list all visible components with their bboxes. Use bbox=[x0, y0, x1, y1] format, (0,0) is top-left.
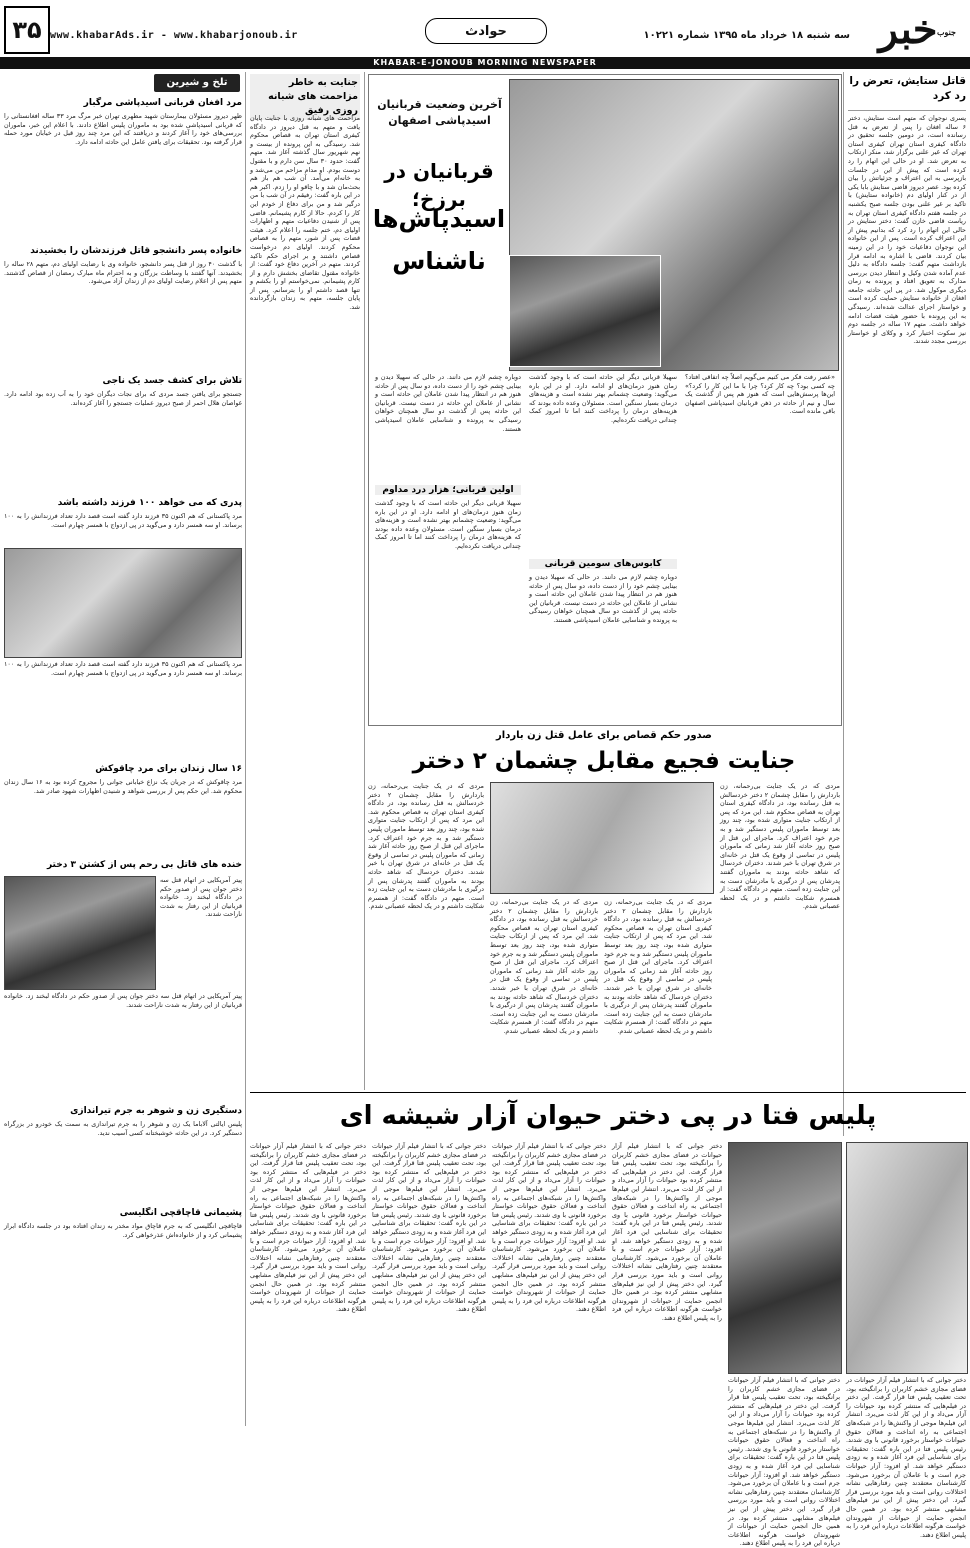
section-label: حوادث bbox=[425, 18, 547, 44]
story-kicker: آخرین وضعیت قربانیان اسیدپاشی اصفهان bbox=[377, 98, 502, 127]
brief-title: خانواده پسر دانشجو قاتل فرزندشان را بخشیدند bbox=[30, 246, 242, 256]
headline-line-1: قربانیان در برزخ؛ bbox=[384, 159, 494, 211]
animal-photo bbox=[728, 1142, 842, 1374]
divider bbox=[364, 72, 365, 1090]
crime-column-1: مردی که در یک جنایت بی‌رحمانه، زن باردارش را مقابل چشمان ۲ دختر خردسالش به قتل رسانده بود، در دادگاه کیفری استان تهران به قصاص محکوم شد. این مرد که پس از ارتکاب جنایت متواری شده بود، چند روز بعد توسط ماموران پلیس دستگیر شد و به جرم خود اعتراف کرد. ماجرای این قتل از صبح روز حادثه آغاز شد زمانی که ماموران پلیس در تماسی از وقوع یک قتل در خانه‌ای در شرق تهران با خبر شدند. دختران خردسال که شاهد حادثه بودند به ماموران گفتند پدرشان پس از درگیری با مادرشان دست به این جنایت زده است. متهم در دادگاه گفت: از همسرم شکایت داشتم و در یک لحظه عصبانی شدم. bbox=[720, 782, 840, 911]
briefs-column bbox=[4, 74, 242, 1424]
crime-headline: جنایت فجیع مقابل چشمان ۲ دختر bbox=[412, 748, 796, 774]
story-column-1-cont: سهیلا قربانی دیگر این حادثه است که با وجود گذشت زمان هنوز درمان‌های او ادامه دارد. او در این باره می‌گوید: وضعیت چشمانم بهتر نشده است و هزینه‌های درمان بسیار سنگین است. مسئولان وعده داده بودند که هزینه‌های درمان را پرداخت کنند اما تا امروز کمک چندانی دریافت نکرده‌ایم. bbox=[375, 499, 521, 550]
brief-body: مرد چاقوکش که در جریان یک نزاع خیابانی جوانی را مجروح کرده بود به ۱۶ سال زندان محکوم شد. این حکم پس از بررسی شواهد و شنیدن اظهارات شهود صادر شد. bbox=[4, 778, 242, 795]
story-column-3: «عصر رفت فکر می کنیم می‌گویم اصلاً چه اتفاقی افتاد؟ چه کسی بود؟ چه کار کرد؟ چرا با ما این کار را کرد؟» این‌ها پرسش‌هایی است که هنوز هم پس از گذشت یک سال و نیم از حادثه در ذهن قربانیان اسیدپاشی اصفهان باقی مانده است. bbox=[685, 373, 835, 416]
story-column-2-cont: دوباره چشم لازم می دانند. در حالی که سهیلا دیدن و بینایی چشم خود را از دست داده، دو سال پس از حادثه هنوز هم در انتظار پیدا شدن عاملان این حادثه است و نشانی از عاملان این حادثه در دست نیست. قربانیان این حادثه پس از گذشت دو سال همچنان خواهان رسیدگی به پرونده و شناسایی عاملان اسیدپاشی هستند. bbox=[529, 573, 677, 624]
newspaper-logo bbox=[852, 4, 964, 56]
column-2 bbox=[250, 74, 360, 1089]
police-column-2: دختر جوانی که با انتشار فیلم آزار حیوانات در فضای مجازی خشم کاربران را برانگیخته بود، تحت تعقیب پلیس فتا قرار گرفت. این دختر در فیلم‌هایی که منتشر کرده بود حیوانات را آزار می‌داد و از این کار لذت می‌برد. انتشار این فیلم‌ها موجی از واکنش‌ها را در شبکه‌های اجتماعی به راه انداخت و فعالان حقوق حیوانات خواستار برخورد قانونی با وی شدند. رئیس پلیس فتا در این باره گفت: تحقیقات برای شناسایی این فرد آغاز شده و به زودی دستگیر خواهد شد. او افزود: آزار حیوانات جرم است و با عاملان آن برخورد می‌شود. کارشناسان معتقدند چنین رفتارهایی نشانه اختلالات روانی است و باید مورد بررسی قرار گیرد. این دختر پیش از این نیز فیلم‌های مشابهی منتشر کرده بود. در همین حال انجمن حمایت از حیوانات از شهروندان خواست هرگونه اطلاعات درباره این فرد را به پلیس اطلاع دهند. bbox=[492, 1142, 606, 1314]
crime-column-3: مردی که در یک جنایت بی‌رحمانه، زن باردارش را مقابل چشمان ۲ دختر خردسالش به قتل رسانده بود، در دادگاه کیفری استان تهران به قصاص محکوم شد. این مرد که پس از ارتکاب جنایت متواری شده بود، چند روز بعد توسط ماموران پلیس دستگیر شد و به جرم خود اعتراف کرد. ماجرای این قتل از صبح روز حادثه آغاز شد زمانی که ماموران پلیس در تماسی از وقوع یک قتل در خانه‌ای در شرق تهران با خبر شدند. دختران خردسال که شاهد حادثه بودند به ماموران گفتند پدرشان پس از درگیری با مادرشان دست به این جنایت زده است. متهم در دادگاه گفت: از همسرم شکایت داشتم و در یک لحظه عصبانی شدم. bbox=[490, 898, 598, 1035]
brief-body: مرد پاکستانی که هم اکنون ۳۵ فرزند دارد گفته است قصد دارد تعداد فرزندانش را به ۱۰۰ برساند. او سه همسر دارد و می‌گوید در پی ازدواج با همسر چهارم است. bbox=[4, 512, 242, 529]
girl-photo-blurred bbox=[846, 1142, 968, 1374]
divider bbox=[250, 1092, 966, 1093]
story-column-2: سهیلا قربانی دیگر این حادثه است که با وجود گذشت زمان هنوز درمان‌های او ادامه دارد. او در این باره می‌گوید: وضعیت چشمانم بهتر نشده است و هزینه‌های درمان بسیار سنگین است. مسئولان وعده داده بودند که هزینه‌های درمان را پرداخت کنند اما تا امروز کمک چندانی دریافت نکرده‌ایم. bbox=[529, 373, 677, 424]
logo-subtext: جنوب bbox=[936, 27, 956, 37]
headline-line-3: ناشناس bbox=[392, 247, 486, 275]
brief-body: ظهر دیروز مسئولان بیمارستان شهید مطهری تهران خبر مرگ مرد ۳۳ ساله افغانستانی را که قربانی اسیدپاشی شده بود به ماموران پلیس اطلاع دادند. با اعلام این خبر، ماموران بررسی‌های خود را آغاز کردند و دریافتند که این مرد چند روز قبل در خیابان مورد حمله قرار گرفته بود. تحقیقات برای یافتن عامل این حادثه ادامه دارد. bbox=[4, 112, 243, 146]
brief-title: دستگیری زن و شوهر به جرم تیراندازی bbox=[70, 1106, 242, 1116]
crime-story bbox=[368, 730, 840, 1080]
police-column-4: دختر جوانی که با انتشار فیلم آزار حیوانات در فضای مجازی خشم کاربران را برانگیخته بود، تحت تعقیب پلیس فتا قرار گرفت. این دختر در فیلم‌هایی که منتشر کرده بود حیوانات را آزار می‌داد و از این کار لذت می‌برد. انتشار این فیلم‌ها موجی از واکنش‌ها را در شبکه‌های اجتماعی به راه انداخت و فعالان حقوق حیوانات خواستار برخورد قانونی با وی شدند. رئیس پلیس فتا در این باره گفت: تحقیقات برای شناسایی این فرد آغاز شده و به زودی دستگیر خواهد شد. او افزود: آزار حیوانات جرم است و با عاملان آن برخورد می‌شود. کارشناسان معتقدند چنین رفتارهایی نشانه اختلالات روانی است و باید مورد بررسی قرار گیرد. این دختر پیش از این نیز فیلم‌های مشابهی منتشر کرده بود. در همین حال انجمن حمایت از حیوانات از شهروندان خواست هرگونه اطلاعات درباره این فرد را به پلیس اطلاع دهند. bbox=[250, 1142, 366, 1314]
police-column-photo-caption: دختر جوانی که با انتشار فیلم آزار حیوانات در فضای مجازی خشم کاربران را برانگیخته بود، تحت تعقیب پلیس فتا قرار گرفت. این دختر در فیلم‌هایی که منتشر کرده بود حیوانات را آزار می‌داد و از این کار لذت می‌برد. انتشار این فیلم‌ها موجی از واکنش‌ها را در شبکه‌های اجتماعی به راه انداخت و فعالان حقوق حیوانات خواستار برخورد قانونی با وی شدند. رئیس پلیس فتا در این باره گفت: تحقیقات برای شناسایی این فرد آغاز شده و به زودی دستگیر خواهد شد. او افزود: آزار حیوانات جرم است و با عاملان آن برخورد می‌شود. کارشناسان معتقدند چنین رفتارهایی نشانه اختلالات روانی است و باید مورد بررسی قرار گیرد. این دختر پیش از این نیز فیلم‌های مشابهی منتشر کرده بود. در همین حال انجمن حمایت از حیوانات از شهروندان خواست هرگونه اطلاعات درباره این فرد را به پلیس اطلاع دهند. bbox=[846, 1376, 966, 1539]
police-story bbox=[250, 1096, 966, 1548]
brief-title: پدری که می خواهد ۱۰۰ فرزند داشته باشد bbox=[57, 498, 242, 508]
brief-body: جستجو برای یافتن جسد مردی که برای نجات دیگران خود را به آب زده بود ادامه دارد. غواصان هلال احمر از صبح دیروز عملیات جستجو را آغاز کرده‌اند. bbox=[4, 390, 242, 407]
website-urls[interactable]: www.khabarAds.ir - www.khabarjonoub.ir bbox=[50, 30, 298, 41]
divider bbox=[843, 72, 844, 1136]
portrait-photo bbox=[509, 255, 661, 367]
dateline: سه شنبه ۱۸ خرداد ماه ۱۳۹۵ شماره ۱۰۲۲۱ bbox=[643, 30, 850, 41]
brief-body: با گذشت ۴۰ روز از قتل پسر دانشجو، خانواده وی با رضایت اولیای دم، متهم ۲۸ ساله را بخشیدند. آنها گفتند با وساطت بزرگان و به احترام ماه مبارک رمضان از قصاص گذشتند. متهم پس از اعلام رضایت اولیای دم از زندان آزاد می‌شود. bbox=[4, 260, 242, 286]
right-column-body: پسری نوجوان که متهم است ستایش، دختر ۶ ساله افغان را پس از تعرض به قتل رسانده است، در دومین جلسه تحقیق در دادگاه کیفری استان تهران کیفری استان تهران که غیر علنی برگزار شد، منکر ارتکاب به تعرض شد. او در حالی این اتهام را رد کرده است که پیش از این در جلسات بازپرسی به این اعتراف و جزئیاتش را بیان کرده بود. عصر دیروز قاضی ستایش بابا یکی از در کنار اولیای دم (خانواده ستایش) با تاکید بر غیر علنی بودن جلسه صبح یکشنبه در جلسه هفتم دادگاه کیفری استان تهران به ریاست قاضی خازن گفت: دختر ستایش در حالی این اتهام را رد کرد که بدانیم پیش از این اعتراف کرده است. پس از این خانواده این نوجوان دفاعیات خود را در این زمینه بیان کردند. قاضی با اشاره به ادامه قرار بازداشت متهم گفت: جلسه دادگاه به دلیل عدم آماده شدن وکیل و انتظار دیدن بررسی مدارک به تعویق افتاد و پرونده به زمان دیگری موکول شد. در پی این حادثه جامعه افغان از خانواده ستایش حمایت کرده است و خواستار اجرای عدالت شده‌اند. رسیدگی به این پرونده با حضور هیئت قضات ادامه خواهد داشت. متهم ۱۷ ساله در جلسه دوم نیز سکوت اختیار کرد و وکلای او خواستار بررسی مجدد شدند. bbox=[848, 114, 966, 346]
main-story bbox=[368, 74, 842, 726]
subhead-third-victim: کابوس‌های سومین قربانی bbox=[529, 559, 677, 569]
police-column-3: دختر جوانی که با انتشار فیلم آزار حیوانات در فضای مجازی خشم کاربران را برانگیخته بود، تحت تعقیب پلیس فتا قرار گرفت. این دختر در فیلم‌هایی که منتشر کرده بود حیوانات را آزار می‌داد و از این کار لذت می‌برد. انتشار این فیلم‌ها موجی از واکنش‌ها را در شبکه‌های اجتماعی به راه انداخت و فعالان حقوق حیوانات خواستار برخورد قانونی با وی شدند. رئیس پلیس فتا در این باره گفت: تحقیقات برای شناسایی این فرد آغاز شده و به زودی دستگیر خواهد شد. او افزود: آزار حیوانات جرم است و با عاملان آن برخورد می‌شود. کارشناسان معتقدند چنین رفتارهایی نشانه اختلالات روانی است و باید مورد بررسی قرار گیرد. این دختر پیش از این نیز فیلم‌های مشابهی منتشر کرده بود. در همین حال انجمن حمایت از حیوانات از شهروندان خواست هرگونه اطلاعات درباره این فرد را به پلیس اطلاع دهند. bbox=[372, 1142, 486, 1314]
divider bbox=[848, 110, 966, 111]
divider bbox=[245, 72, 246, 1426]
brief-body-cont: مرد پاکستانی که هم اکنون ۳۵ فرزند دارد گفته است قصد دارد تعداد فرزندانش را به ۱۰۰ برساند. او سه همسر دارد و می‌گوید در پی ازدواج با همسر چهارم است. bbox=[4, 660, 242, 677]
brief-title: تلاش برای کشف جسد یک ناجی bbox=[102, 376, 242, 386]
brief-body: پلیس ایالتی آلاباما یک زن و شوهر را به جرم تیراندازی به سمت یک خودرو در بزرگراه دستگیر کرد. در این حادثه خوشبختانه کسی آسیب ندید. bbox=[4, 1120, 242, 1137]
suspect-photo bbox=[490, 782, 714, 894]
logo-text: خبر bbox=[878, 6, 938, 53]
crime-kicker: صدور حکم قصاص برای عامل قتل زن باردار bbox=[496, 730, 712, 741]
right-column bbox=[848, 74, 966, 1134]
children-photo bbox=[4, 548, 242, 658]
brief-title: پشیمانی قاچاقچی انگلیسی bbox=[119, 1208, 242, 1218]
subhead-first-victim: اولین قربانی؛ هزار درد مداوم bbox=[375, 485, 521, 495]
brief-body: قاچاقچی انگلیسی که به جرم قاچاق مواد مخدر به زندان افتاده بود در جلسه دادگاه ابراز پشیمانی کرد و از خانواده‌اش عذرخواهی کرد. bbox=[4, 1222, 242, 1239]
brief-body: پیتر آمریکایی در اتهام قتل سه دختر جوان پس از صدور حکم در دادگاه لبخند زد. خانواده قربانیان از این رفتار به شدت ناراحت شدند. bbox=[160, 876, 242, 919]
briefs-column-title: تلخ و شیرین bbox=[154, 74, 240, 92]
headline-line-2: اسیدپاش‌ها bbox=[372, 205, 506, 233]
courtroom-photo bbox=[4, 876, 156, 990]
right-column-title: قاتل ستایش، تعرض را رد کرد bbox=[849, 75, 966, 102]
column-2-title: جنایت به خاطر مزاحمت های شبانه روزی رفیق bbox=[250, 74, 360, 120]
story-column-1: دوباره چشم لازم می دانند. در حالی که سهیلا دیدن و بینایی چشم خود را از دست داده، دو سال پس از حادثه هنوز هم در انتظار پیدا شدن عاملان این حادثه است و نشانی از عاملان این حادثه در دست نیست. قربانیان این حادثه پس از گذشت دو سال همچنان خواهان رسیدگی به پرونده و شناسایی عاملان اسیدپاشی هستند. bbox=[375, 373, 521, 433]
brief-title: خنده های قاتل بی رحم پس از کشتن ۳ دختر bbox=[46, 860, 242, 870]
crime-column-2: مردی که در یک جنایت بی‌رحمانه، زن باردارش را مقابل چشمان ۲ دختر خردسالش به قتل رسانده بود، در دادگاه کیفری استان تهران به قصاص محکوم شد. این مرد که پس از ارتکاب جنایت متواری شده بود، چند روز بعد توسط ماموران پلیس دستگیر شد و به جرم خود اعتراف کرد. ماجرای این قتل از صبح روز حادثه آغاز شد زمانی که ماموران پلیس در تماسی از وقوع یک قتل در خانه‌ای در شرق تهران با خبر شدند. دختران خردسال که شاهد حادثه بودند به ماموران گفتند پدرشان پس از درگیری با مادرشان دست به این جنایت زده است. متهم در دادگاه گفت: از همسرم شکایت داشتم و در یک لحظه عصبانی شدم. bbox=[604, 898, 712, 1035]
crime-column-4: مردی که در یک جنایت بی‌رحمانه، زن باردارش را مقابل چشمان ۲ دختر خردسالش به قتل رسانده بود، در دادگاه کیفری استان تهران به قصاص محکوم شد. این مرد که پس از ارتکاب جنایت متواری شده بود، چند روز بعد توسط ماموران پلیس دستگیر شد و به جرم خود اعتراف کرد. ماجرای این قتل از صبح روز حادثه آغاز شد زمانی که ماموران پلیس در تماسی از وقوع یک قتل در خانه‌ای در شرق تهران با خبر شدند. دختران خردسال که شاهد حادثه بودند به ماموران گفتند پدرشان پس از درگیری با مادرشان دست به این جنایت زده است. متهم در دادگاه گفت: از همسرم شکایت داشتم و در یک لحظه عصبانی شدم. bbox=[368, 782, 484, 911]
banner-strip: KHABAR-E-JONOUB MORNING NEWSPAPER bbox=[0, 57, 970, 69]
police-column-1: دختر جوانی که با انتشار فیلم آزار حیوانات در فضای مجازی خشم کاربران را برانگیخته بود، تحت تعقیب پلیس فتا قرار گرفت. این دختر در فیلم‌هایی که منتشر کرده بود حیوانات را آزار می‌داد و از این کار لذت می‌برد. انتشار این فیلم‌ها موجی از واکنش‌ها را در شبکه‌های اجتماعی به راه انداخت و فعالان حقوق حیوانات خواستار برخورد قانونی با وی شدند. رئیس پلیس فتا در این باره گفت: تحقیقات برای شناسایی این فرد آغاز شده و به زودی دستگیر خواهد شد. او افزود: آزار حیوانات جرم است و با عاملان آن برخورد می‌شود. کارشناسان معتقدند چنین رفتارهایی نشانه اختلالات روانی است و باید مورد بررسی قرار گیرد. این دختر پیش از این نیز فیلم‌های مشابهی منتشر کرده بود. در همین حال انجمن حمایت از حیوانات از شهروندان خواست هرگونه اطلاعات درباره این فرد را به پلیس اطلاع دهند. bbox=[612, 1142, 722, 1322]
column-2-body: مزاحمت های شبانه روزی با جنایت پایان یافت و متهم به قتل دیروز در دادگاه کیفری استان تهران به قصاص محکوم شد. رسیدگی به این پرونده از بیست و نهم شهریور سال گذشته آغاز شد. متهم گفت: حدود ۳۰ سال سن دارم و با مقتول دوست بودم. او مدام مزاحم من می‌شد و به خانه‌ام می‌آمد. آن شب هم باز هم بحث‌مان شد و با چاقو او را زدم. اکبر هم در این باره گفت: رفیقم در آن شب با من درگیر شد و من برای دفاع از خودم این کار را کردم. حالا از کارم پشیمانم. قاضی پس از شنیدن دفاعیات متهم و اظهارات اولیای دم، ختم جلسه را اعلام کرد. هیئت قضات پس از شور، متهم را به قصاص محکوم کردند. اولیای دم درخواست قصاص داشتند و بر اجرای حکم تاکید کردند. متهم در آخرین دفاع خود گفت: از خانواده مقتول تقاضای بخشش دارم و از کارم پشیمانم. نمی‌خواستم او را بکشم و تنها قصد داشتم او را بترسانم. پس از پایان جلسه، متهم به زندان بازگردانده شد. bbox=[250, 114, 360, 312]
brief-title: ۱۶ سال زندان برای مرد چاقوکش bbox=[95, 764, 242, 774]
page-number: ۳۵ bbox=[4, 6, 50, 54]
police-column-animal-caption: دختر جوانی که با انتشار فیلم آزار حیوانات در فضای مجازی خشم کاربران را برانگیخته بود، تحت تعقیب پلیس فتا قرار گرفت. این دختر در فیلم‌هایی که منتشر کرده بود حیوانات را آزار می‌داد و از این کار لذت می‌برد. انتشار این فیلم‌ها موجی از واکنش‌ها را در شبکه‌های اجتماعی به راه انداخت و فعالان حقوق حیوانات خواستار برخورد قانونی با وی شدند. رئیس پلیس فتا در این باره گفت: تحقیقات برای شناسایی این فرد آغاز شده و به زودی دستگیر خواهد شد. او افزود: آزار حیوانات جرم است و با عاملان آن برخورد می‌شود. کارشناسان معتقدند چنین رفتارهایی نشانه اختلالات روانی است و باید مورد بررسی قرار گیرد. این دختر پیش از این نیز فیلم‌های مشابهی منتشر کرده بود. در همین حال انجمن حمایت از حیوانات از شهروندان خواست هرگونه اطلاعات درباره این فرد را به پلیس اطلاع دهند. bbox=[728, 1376, 840, 1548]
brief-title: مرد افغان قربانی اسیدپاشی مرگبار bbox=[83, 98, 242, 108]
brief-body-cont: پیتر آمریکایی در اتهام قتل سه دختر جوان پس از صدور حکم در دادگاه لبخند زد. خانواده قربانیان از این رفتار به شدت ناراحت شدند. bbox=[4, 992, 242, 1009]
police-headline: پلیس فتا در پی دختر حیوان آزار شیشه ای bbox=[339, 1101, 877, 1131]
